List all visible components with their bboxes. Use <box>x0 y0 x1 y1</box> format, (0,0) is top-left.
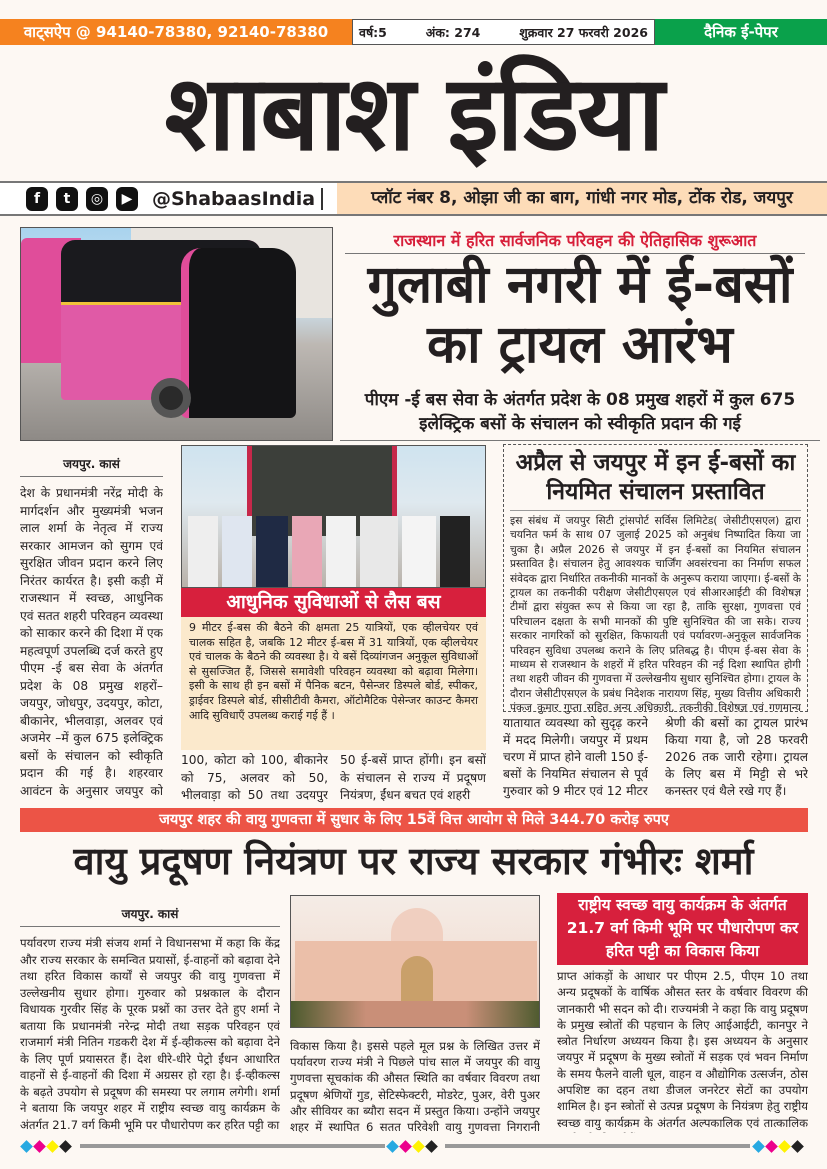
dateline: जयपुर. कासं <box>20 905 280 927</box>
address: प्लॉट नंबर 8, ओझा जी का बाग, गांधी नगर मोड, टोंक रोड, जयपुर <box>337 183 827 214</box>
divider <box>445 1144 750 1148</box>
facebook-icon[interactable]: f <box>26 187 48 211</box>
registration-marks-center <box>388 1142 436 1151</box>
edition-label: दैनिक ई-पेपर <box>655 19 827 45</box>
story2-column-3: प्राप्त आंकड़ों के आधार पर पीएम 2.5, पीएम 10 तथा अन्य प्रदूषकों के वार्षिक औसत स्तर के वर्षवार विवरण की जानकारी भी सदन को दी। राज्यमंत्री ने कहा कि वायु प्रदूषण के प्रमुख स्त्रोतों की पहचान के लिए आईआईटी, कानपुर ने स्त्रोत निर्धारण अध्ययन किया है। इस अध्ययन के अनुसार जयपुर में प्रदूषण के मुख्य स्त्रोतों में सड़क एवं भवन निर्माण के समय फैलने वाली धूल, वाहन व औद्योगिक उत्सर्जन, ठोस अपशिष्ट का दहन तथा डीजल जनरेटर सेटों का उपयोग शामिल है। इन स्त्रोतों से उत्पन्न प्रदूषण के नियंत्रण हेतु राष्ट्रीय स्वच्छ वायु कार्यक्रम के अंतर्गत अल्पकालिक एवं तात्कालिक <box>557 969 808 1130</box>
story1-column-5: श्रेणी की बसों का ट्रायल प्रारंभ किया गया है, जो 28 फरवरी 2026 तक जारी रहेगा। ट्रायल के लिए बस में मिट्टी से भरे कनस्तर एवं थैले रखे गए हैं। <box>665 716 808 798</box>
social-strip <box>0 181 827 216</box>
masthead-title: शाबाश इंडिया <box>164 52 663 174</box>
body-text: पर्यावरण राज्य मंत्री संजय शर्मा ने विधानसभा में कहा कि केंद्र और राज्य सरकार के समन्वित प्रयासों, ई-वाहनों को बढ़ावा देने तथा हरित विकास कार्यों से जयपुर की वायु गुणवत्ता में उल्लेखनीय सुधार होगा। गुरुवार को प्रश्नकाल के दौरान विधायक गुरवीर सिंह के पूरक प्रश्नों का उत्तर देते हुए शर्मा ने बताया कि प्रधानमंत्री नरेन्द्र मोदी तथा सड़क परिवहन एवं राजमार्ग मंत्री नितिन गडकरी देश में ई-व्हीकल्स को बढ़ावा देने के लिए पूर्ण प्रयासरत हैं। देश धीरे-धीरे पेट्रो ईंधन आधारित वाहनों से ई-वाहनों की दिशा में अग्रसर हो रहा है। ई-व्हीकल्स के बढ़ते उपयोग से प्रदूषण की समस्या पर लगाम लगेगी। शर्मा ने बताया कि जयपुर शहर में राष्ट्रीय स्वच्छ वायु कार्यक्रम के अंतर्गत 21.7 वर्ग किमी भूमि पर पौधारोपण कर हरित पट्टी का <box>20 936 280 1132</box>
officials-group-photo <box>181 445 486 588</box>
story2-highlight-box: राष्ट्रीय स्वच्छ वायु कार्यक्रम के अंतर्गत 21.7 वर्ग किमी भूमि पर पौधारोपण कर हरित पट्टी का विकास किया <box>557 893 808 965</box>
box-text: इस संबंध में जयपुर सिटी ट्रांसपोर्ट सर्विस लिमिटेड( जेसीटीएसएल) द्वारा चयनित फर्म के साथ 07 जुलाई 2025 को अनुबंध निष्पादित किया जा चुका है। अप्रैल 2026 से जयपुर में इन ई-बसों का नियमित संचालन प्रस्तावित है। संचालन हेतु आवश्यक चार्जिंग अवसंरचना का निर्माण सफल संवेदक द्वारा निर्धारित तकनीकी मानकों के अनुरूप कराया जाएगा। ई-बसों के ट्रायल का तकनीकी परीक्षण जेसीटीएसएल एवं सीआरआईटी की विशेषज्ञ टीमों द्वारा संयुक्त रूप से किया जा रहा है, ताकि सुरक्षा, गुणवत्ता एवं परिचालन दक्षता के सभी मानकों की पुष्टि सुनिश्चित की जा सके। राज्य सरकार नागरिकों को सुरक्षित, किफायती एवं पर्यावरण-अनुकूल सार्वजनिक परिवहन सुविधा उपलब्ध कराने के लिए प्रतिबद्ध है। पीएम ई-बस सेवा के माध्यम से राजस्थान के शहरों में हरित परिवहन की नई दिशा स्थापित होगी तथा शहरी जीवन की गुणवत्ता में उल्लेखनीय सुधार सुनिश्चित होगा। ट्रायल के दौरान जेसीटीएसएल के प्रबंध निदेशक नारायण सिंह, मुख्य वित्तीय अधिकारी पंकज कुमार गुप्ता सहित अन्य अधिकारी, तकनीकी विशेषज्ञ एवं गणमान्य <box>510 515 801 714</box>
whatsapp-contact: वाट्सऐप @ 94140-78380, 92140-78380 <box>0 19 352 45</box>
registration-marks-right <box>754 1142 802 1151</box>
story1-subhead: पीएम -ई बस सेवा के अंतर्गत प्रदेश के 08 प्रमुख शहरों में कुल 675 इलेक्ट्रिक बसों के संचालन को स्वीकृति प्रदान की गई <box>340 388 820 441</box>
story1-column-1 <box>20 455 163 800</box>
regular-operation-box <box>503 444 808 712</box>
story2-column-1 <box>20 905 280 1150</box>
social-links <box>0 183 337 214</box>
issue-info <box>352 19 655 45</box>
box-title: अप्रैल से जयपुर में इन ई-बसों का नियमित संचालन प्रस्तावित <box>510 449 801 511</box>
youtube-icon[interactable]: ▶ <box>116 187 138 211</box>
story2-strap: जयपुर शहर की वायु गुणवत्ता में सुधार के लिए 15वें वित्त आयोग से मिले 344.70 करोड़ रुपए <box>20 808 808 832</box>
vidhan-sabha-photo <box>290 895 540 1028</box>
feature-text: 9 मीटर ई-बस की बैठने की क्षमता 25 यात्रियों, एक व्हीलचेयर एवं चालक सहित है, जबकि 12 मीटर ई-बस में 31 यात्रियों, एक व्हीलचेयर एवं चालक के बैठने की व्यवस्था है। ये बसें दिव्यांगजन अनुकूल सुविधाओं से सुसज्जित हैं, जिससे समावेशी परिवहन व्यवस्था को बढ़ावा मिलेगा। इसी के साथ ही इन बसों में पैनिक बटन, पैसेन्जर डिस्पले बोर्ड, स्पीकर, ड्राईवर डिस्पले बोर्ड, सीसीटीवी कैमरा, ऑटोमैटिक पेसेन्जर काउन्ट कैमरा आदि सुविधाएँ उपलब्ध कराई गई हैं । <box>181 617 486 750</box>
issue-number: अंक: 274 <box>425 24 481 40</box>
story1-column-3: 50 ई-बसें प्राप्त होंगी। इन बसों के संचालन से राज्य में प्रदूषण नियंत्रण, ईंधन बचत एवं शहरी <box>340 753 486 802</box>
people <box>182 516 486 588</box>
top-bar <box>0 19 827 45</box>
social-handle[interactable]: @ShabaasIndia <box>152 188 323 210</box>
bus-photo <box>20 227 333 441</box>
story1-column-4: यातायात व्यवस्था को सुदृढ़ करने में मदद मिलेगी। जयपुर में प्रथम चरण में प्राप्त होने वाली 150 ई-बसों के नियमित संचालन से पूर्व गुरुवार को 9 मीटर एवं 12 मीटर <box>503 716 648 798</box>
story1-kicker: राजस्थान में हरित सार्वजनिक परिवहन की ऐतिहासिक शुरूआत <box>345 229 805 254</box>
twitter-icon[interactable]: t <box>56 187 78 211</box>
body-text: देश के प्रधानमंत्री नरेंद्र मोदी के मार्गदर्शन और मुख्यमंत्री भजन लाल शर्मा के नेतृत्व में राज्य सरकार आमजन को सुगम एवं सुरक्षित जीवन प्रदान करने लिए निरंतर कार्यरत है। इसी कड़ी में राजस्थान में स्वच्छ, आधुनिक एवं सतत शहरी परिवहन व्यवस्था को साकार करने की दिशा में एक महत्वपूर्ण उपलब्धि दर्ज करते हुए पीएम -ई बस सेवा के अंतर्गत प्रदेश के 08 प्रमुख शहरों– जयपुर, जोधपुर, उदयपुर, कोटा, बीकानेर, भीलवाड़ा, अलवर एवं अजमेर –में कुल 675 इलेक्ट्रिक बसों के संचालन को स्वीकृति प्रदान की गई है। शहरवार आवंटन के अनुसार जयपुर को <box>20 486 163 798</box>
divider <box>285 1144 385 1148</box>
instagram-icon[interactable]: ◎ <box>86 187 108 211</box>
dateline: जयपुर. कासं <box>20 455 163 477</box>
date: शुक्रवार 27 फरवरी 2026 <box>519 24 648 40</box>
year: वर्ष:5 <box>359 24 387 40</box>
story1-column-2: 100, कोटा को 100, बीकानेर को 75, अलवर को 50, भीलवाड़ा को 50 तथा उदयपुर <box>181 753 328 802</box>
story2-headline: वायु प्रदूषण नियंत्रण पर राज्य सरकार गंभीरः शर्मा <box>73 839 754 883</box>
story1-headline: गुलाबी नगरी में ई-बसों का ट्रायल आरंभ <box>367 255 793 375</box>
feature-title: आधुनिक सुविधाओं से लैस बस <box>181 588 486 617</box>
story2-column-2: विकास किया है। इससे पहले मूल प्रश्न के लिखित उत्तर में पर्यावरण राज्य मंत्री ने पिछले पांच साल में जयपुर की वायु गुणवत्ता सूचकांक की औसत स्थिति का वर्षवार विवरण तथा प्रदूषण श्रेणियों गुड, सेटिस्फेक्टरी, मोडरेट, पुअर, वेरी पुअर और सीवियर का ब्यौरा सदन में प्रस्तुत किया। उन्होंने जयपुर शहर में स्थापित 6 सतत परिवेशी वायु गुणवत्ता निगरानी <box>290 1039 540 1135</box>
